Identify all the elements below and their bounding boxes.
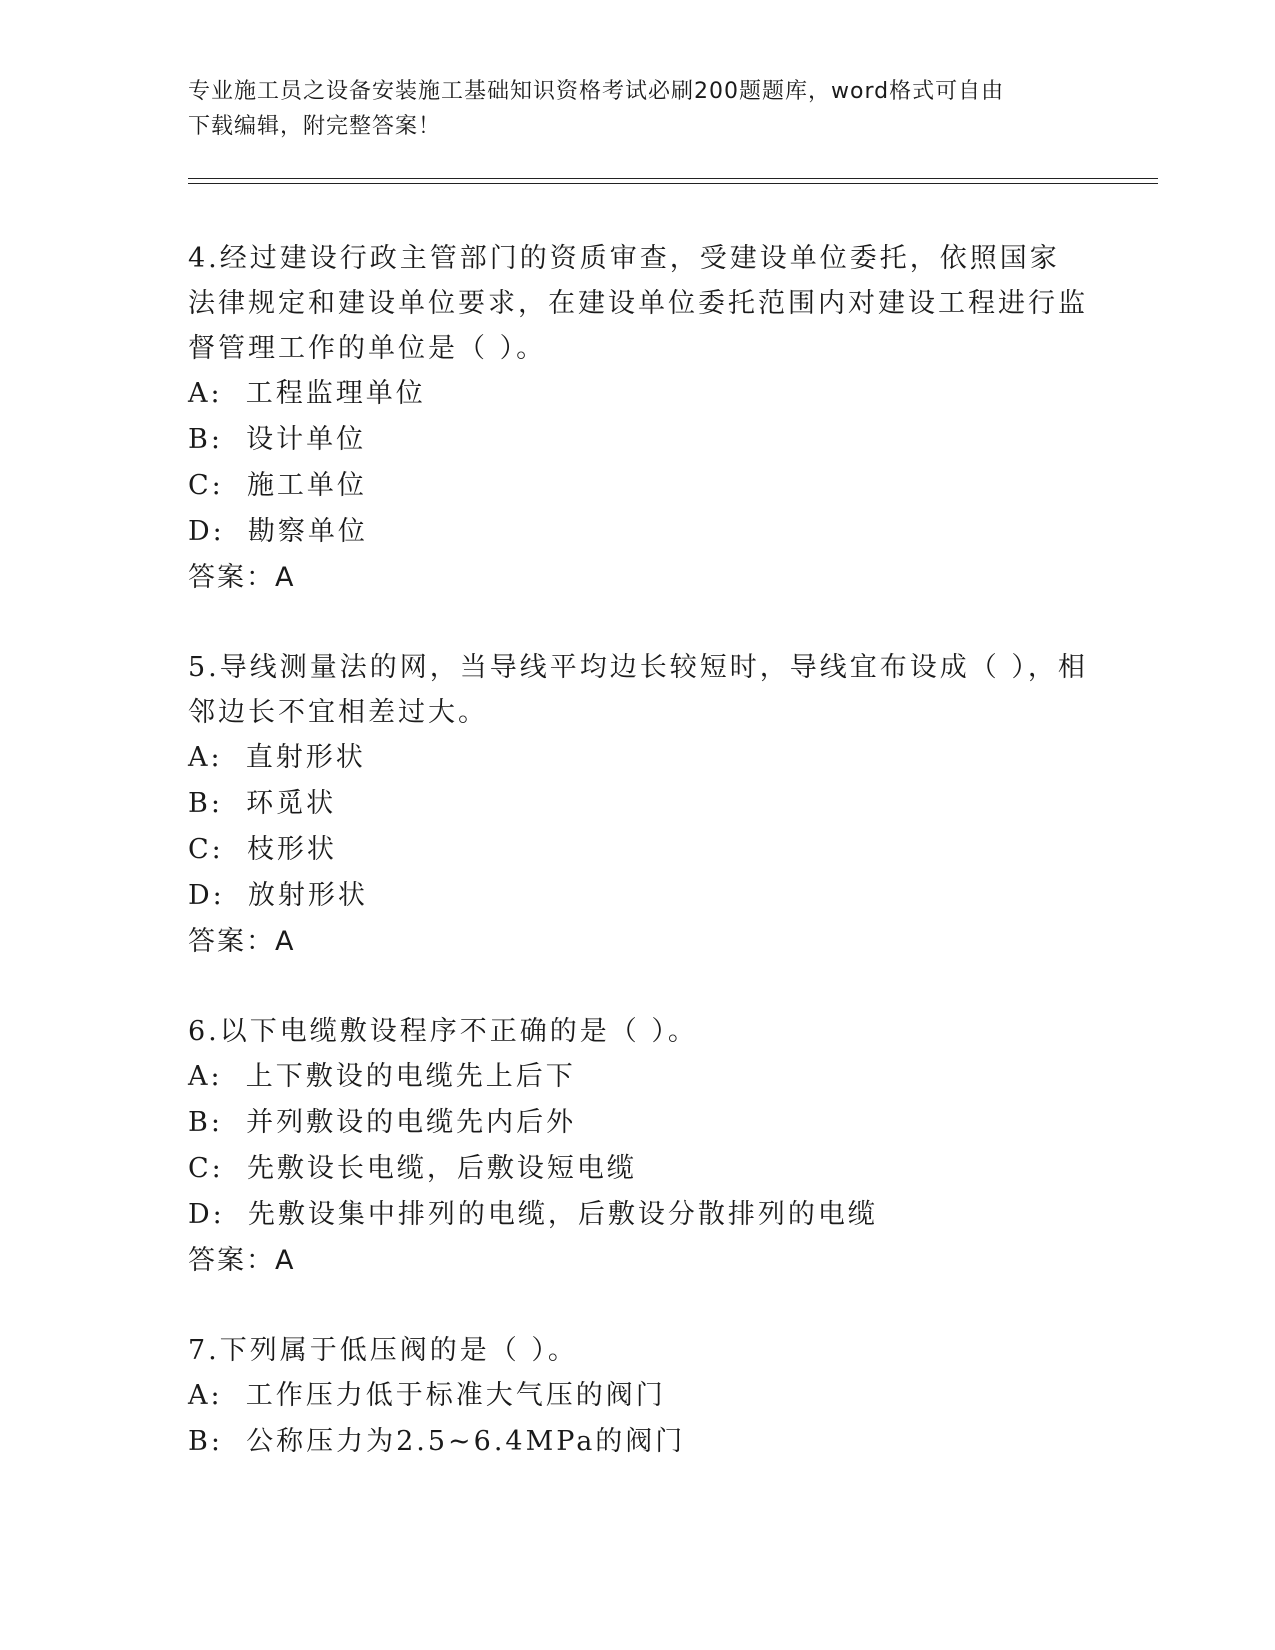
option-b: B: 并列敷设的电缆先内后外: [188, 1107, 577, 1138]
option-text: 勘察单位: [247, 516, 368, 547]
question-4: [188, 236, 1088, 601]
question-7: [188, 1328, 1088, 1465]
answer-line: 答案：A: [188, 562, 296, 593]
option-letter: B: [188, 788, 211, 819]
question-text: 4.经过建设行政主管部门的资质审查，受建设单位委托，依照国家法律规定和建设单位要求，在建设单位委托范围内对建设工程进行监督管理工作的单位是（ ）。: [188, 243, 1088, 364]
question-list: [188, 236, 1088, 1509]
option-c: C: 枝形状: [188, 834, 337, 865]
option-text: 设计单位: [246, 424, 367, 455]
answer-line: 答案：A: [188, 926, 296, 957]
option-letter: A: [188, 1380, 211, 1411]
answer-line: 答案：A: [188, 1245, 296, 1276]
option-text: 上下敷设的电缆先上后下: [245, 1061, 576, 1092]
option-text: 环觅状: [246, 788, 337, 819]
option-a: A: 上下敷设的电缆先上后下: [188, 1061, 576, 1092]
header-divider-top: [188, 178, 1158, 179]
option-letter: B: [188, 1426, 211, 1457]
question-text: 5.导线测量法的网，当导线平均边长较短时，导线宜布设成（ ），相邻边长不宜相差过大。: [188, 652, 1088, 728]
option-letter: D: [188, 516, 213, 547]
option-text: 公称压力为2.5~6.4MPa的阀门: [246, 1426, 686, 1457]
option-letter: B: [188, 424, 211, 455]
question-5: [188, 645, 1088, 965]
option-b: B: 公称压力为2.5~6.4MPa的阀门: [188, 1426, 686, 1457]
question-text: 6.以下电缆敷设程序不正确的是（ ）。: [188, 1016, 698, 1047]
option-text: 先敷设长电缆，后敷设短电缆: [246, 1153, 637, 1184]
option-d: D: 放射形状: [188, 880, 368, 911]
option-letter: D: [188, 1199, 213, 1230]
option-a: A: 直射形状: [188, 742, 366, 773]
option-c: C: 先敷设长电缆，后敷设短电缆: [188, 1153, 637, 1184]
header-line-1: 专业施工员之设备安装施工基础知识资格考试必刷200题题库，word格式可自由: [188, 79, 1005, 104]
option-letter: A: [188, 742, 211, 773]
option-text: 枝形状: [246, 834, 337, 865]
header-divider-bottom: [188, 183, 1158, 184]
option-text: 直射形状: [245, 742, 366, 773]
question-6: [188, 1009, 1088, 1284]
option-letter: C: [188, 1153, 212, 1184]
option-text: 放射形状: [247, 880, 368, 911]
option-d: D: 勘察单位: [188, 516, 368, 547]
option-text: 工程监理单位: [245, 378, 426, 409]
option-a: A: 工程监理单位: [188, 378, 426, 409]
option-b: B: 环觅状: [188, 788, 337, 819]
option-letter: D: [188, 880, 213, 911]
option-letter: A: [188, 378, 211, 409]
option-b: B: 设计单位: [188, 424, 367, 455]
question-text: 7.下列属于低压阀的是（ ）。: [188, 1335, 578, 1366]
option-letter: B: [188, 1107, 211, 1138]
option-text: 工作压力低于标准大气压的阀门: [245, 1380, 666, 1411]
document-header: [188, 74, 1088, 144]
option-letter: C: [188, 834, 212, 865]
option-text: 施工单位: [246, 470, 367, 501]
option-d: D: 先敷设集中排列的电缆，后敷设分散排列的电缆: [188, 1199, 878, 1230]
option-letter: C: [188, 470, 212, 501]
option-letter: A: [188, 1061, 211, 1092]
option-text: 并列敷设的电缆先内后外: [246, 1107, 577, 1138]
option-c: C: 施工单位: [188, 470, 367, 501]
header-line-2: 下载编辑，附完整答案！: [188, 114, 442, 139]
option-a: A: 工作压力低于标准大气压的阀门: [188, 1380, 666, 1411]
option-text: 先敷设集中排列的电缆，后敷设分散排列的电缆: [247, 1199, 878, 1230]
